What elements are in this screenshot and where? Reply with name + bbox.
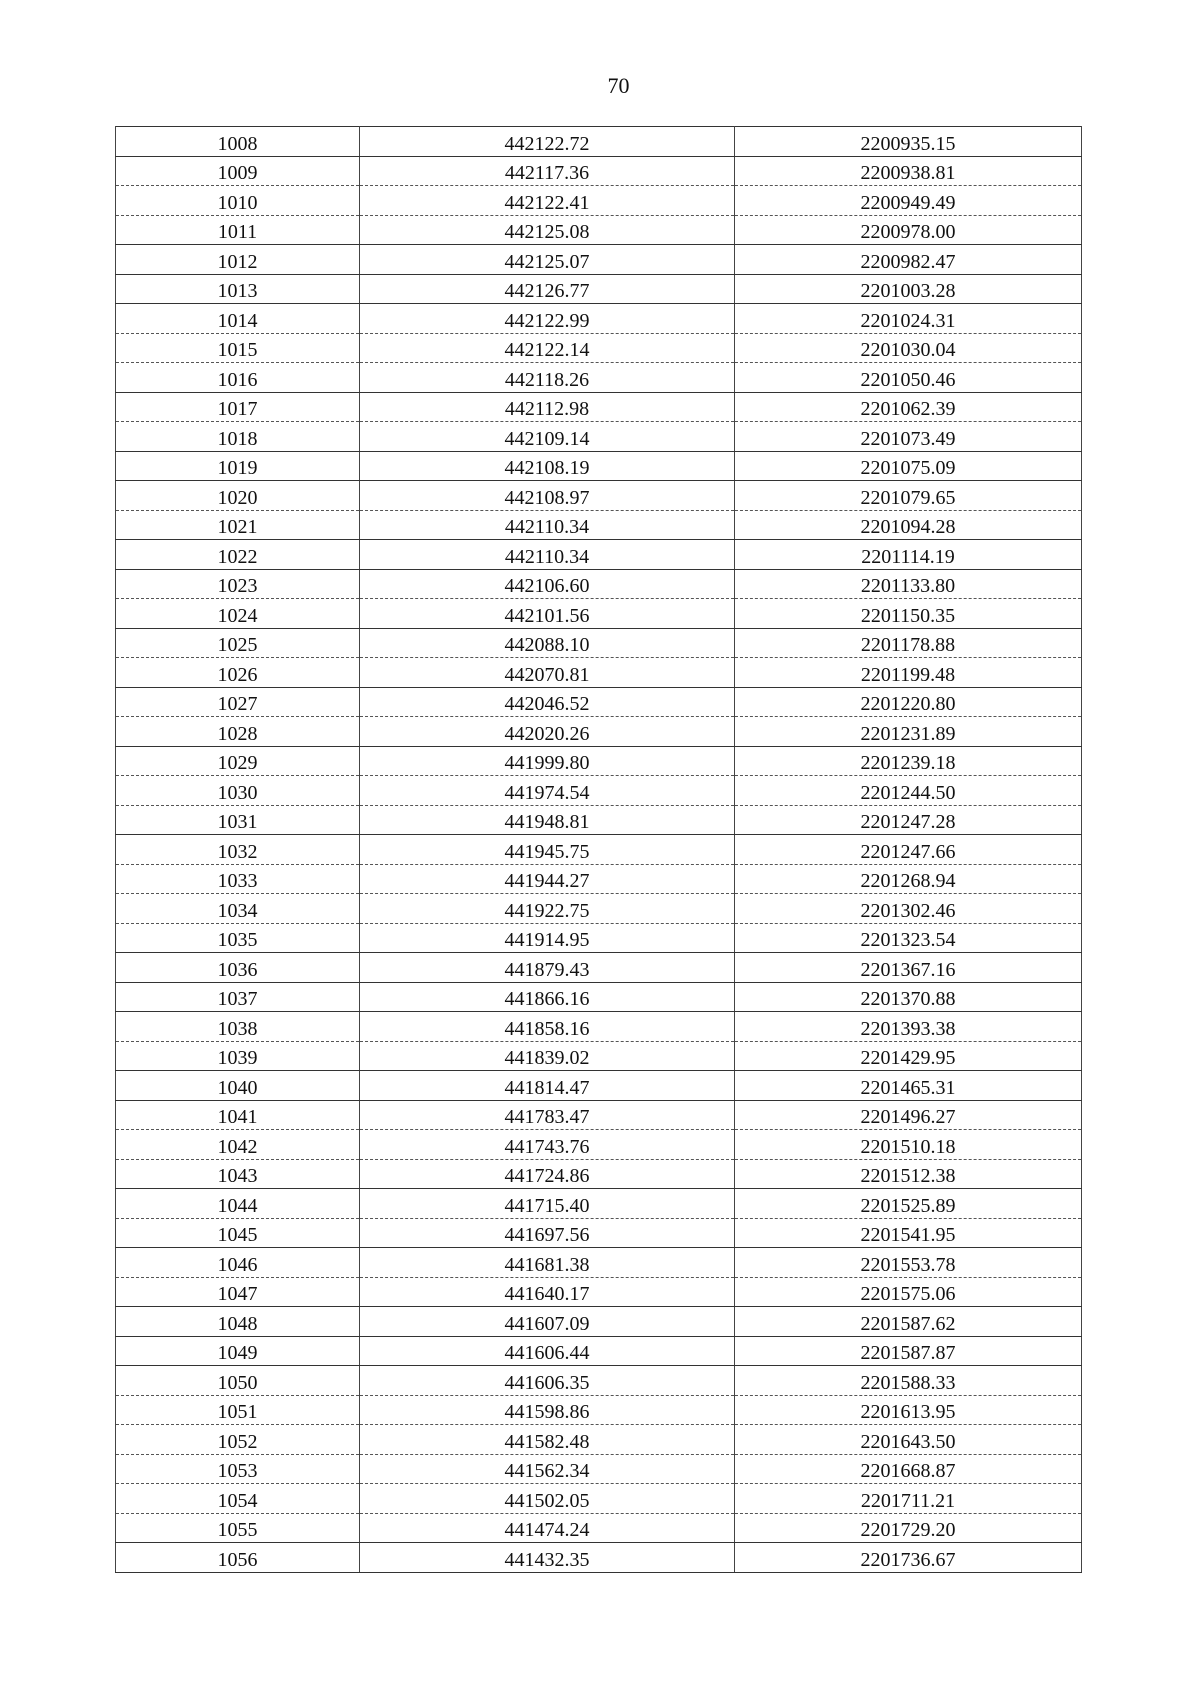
x-coordinate-cell: 442110.34 [360, 510, 735, 540]
point-number-cell: 1023 [116, 569, 360, 599]
x-coordinate-cell: 441879.43 [360, 953, 735, 983]
point-number-cell: 1015 [116, 333, 360, 363]
point-number-cell: 1022 [116, 540, 360, 570]
y-coordinate-cell: 2200949.49 [735, 186, 1082, 216]
y-coordinate-cell: 2201030.04 [735, 333, 1082, 363]
point-number-cell: 1013 [116, 274, 360, 304]
x-coordinate-cell: 442046.52 [360, 687, 735, 717]
table-row [116, 1189, 1082, 1219]
x-coordinate-cell: 441681.38 [360, 1248, 735, 1278]
y-coordinate-cell: 2201711.21 [735, 1484, 1082, 1514]
y-coordinate-cell: 2201247.66 [735, 835, 1082, 865]
table-row [116, 186, 1082, 216]
x-coordinate-cell: 442122.99 [360, 304, 735, 334]
y-coordinate-cell: 2201199.48 [735, 658, 1082, 688]
table-row [116, 1513, 1082, 1543]
table-row [116, 894, 1082, 924]
y-coordinate-cell: 2201247.28 [735, 805, 1082, 835]
x-coordinate-cell: 441582.48 [360, 1425, 735, 1455]
point-number-cell: 1031 [116, 805, 360, 835]
y-coordinate-cell: 2201231.89 [735, 717, 1082, 747]
y-coordinate-cell: 2201003.28 [735, 274, 1082, 304]
x-coordinate-cell: 442117.36 [360, 156, 735, 186]
x-coordinate-cell: 441945.75 [360, 835, 735, 865]
table-row [116, 953, 1082, 983]
point-number-cell: 1020 [116, 481, 360, 511]
point-number-cell: 1030 [116, 776, 360, 806]
point-number-cell: 1016 [116, 363, 360, 393]
table-row [116, 1130, 1082, 1160]
y-coordinate-cell: 2200935.15 [735, 127, 1082, 157]
y-coordinate-cell: 2201587.87 [735, 1336, 1082, 1366]
point-number-cell: 1026 [116, 658, 360, 688]
table-row [116, 1543, 1082, 1573]
point-number-cell: 1035 [116, 923, 360, 953]
y-coordinate-cell: 2201323.54 [735, 923, 1082, 953]
table-row [116, 304, 1082, 334]
point-number-cell: 1017 [116, 392, 360, 422]
x-coordinate-cell: 442118.26 [360, 363, 735, 393]
y-coordinate-cell: 2201075.09 [735, 451, 1082, 481]
y-coordinate-cell: 2201370.88 [735, 982, 1082, 1012]
y-coordinate-cell: 2201114.19 [735, 540, 1082, 570]
x-coordinate-cell: 441502.05 [360, 1484, 735, 1514]
table-row [116, 717, 1082, 747]
x-coordinate-cell: 441914.95 [360, 923, 735, 953]
x-coordinate-cell: 441814.47 [360, 1071, 735, 1101]
y-coordinate-cell: 2200978.00 [735, 215, 1082, 245]
point-number-cell: 1051 [116, 1395, 360, 1425]
table-row [116, 1307, 1082, 1337]
y-coordinate-cell: 2201244.50 [735, 776, 1082, 806]
table-row [116, 127, 1082, 157]
x-coordinate-cell: 441697.56 [360, 1218, 735, 1248]
point-number-cell: 1014 [116, 304, 360, 334]
y-coordinate-cell: 2201150.35 [735, 599, 1082, 629]
y-coordinate-cell: 2201541.95 [735, 1218, 1082, 1248]
x-coordinate-cell: 441598.86 [360, 1395, 735, 1425]
x-coordinate-cell: 441724.86 [360, 1159, 735, 1189]
table-row [116, 1041, 1082, 1071]
point-number-cell: 1056 [116, 1543, 360, 1573]
table-row [116, 422, 1082, 452]
point-number-cell: 1040 [116, 1071, 360, 1101]
point-number-cell: 1029 [116, 746, 360, 776]
x-coordinate-cell: 442110.34 [360, 540, 735, 570]
table-row [116, 215, 1082, 245]
table-row [116, 1159, 1082, 1189]
y-coordinate-cell: 2201062.39 [735, 392, 1082, 422]
y-coordinate-cell: 2201367.16 [735, 953, 1082, 983]
table-row [116, 481, 1082, 511]
x-coordinate-cell: 441606.35 [360, 1366, 735, 1396]
point-number-cell: 1038 [116, 1012, 360, 1042]
table-row [116, 540, 1082, 570]
x-coordinate-cell: 441948.81 [360, 805, 735, 835]
point-number-cell: 1042 [116, 1130, 360, 1160]
y-coordinate-cell: 2201268.94 [735, 864, 1082, 894]
y-coordinate-cell: 2201429.95 [735, 1041, 1082, 1071]
point-number-cell: 1054 [116, 1484, 360, 1514]
point-number-cell: 1050 [116, 1366, 360, 1396]
y-coordinate-cell: 2201496.27 [735, 1100, 1082, 1130]
point-number-cell: 1028 [116, 717, 360, 747]
y-coordinate-cell: 2201094.28 [735, 510, 1082, 540]
table-row [116, 1071, 1082, 1101]
x-coordinate-cell: 441562.34 [360, 1454, 735, 1484]
x-coordinate-cell: 442122.72 [360, 127, 735, 157]
y-coordinate-cell: 2201239.18 [735, 746, 1082, 776]
y-coordinate-cell: 2201024.31 [735, 304, 1082, 334]
y-coordinate-cell: 2201575.06 [735, 1277, 1082, 1307]
table-row [116, 746, 1082, 776]
point-number-cell: 1045 [116, 1218, 360, 1248]
point-number-cell: 1033 [116, 864, 360, 894]
table-row [116, 1425, 1082, 1455]
y-coordinate-cell: 2201587.62 [735, 1307, 1082, 1337]
point-number-cell: 1037 [116, 982, 360, 1012]
point-number-cell: 1012 [116, 245, 360, 275]
y-coordinate-cell: 2201220.80 [735, 687, 1082, 717]
table-row [116, 1248, 1082, 1278]
point-number-cell: 1025 [116, 628, 360, 658]
table-row [116, 835, 1082, 865]
y-coordinate-cell: 2201302.46 [735, 894, 1082, 924]
table-row [116, 658, 1082, 688]
y-coordinate-cell: 2200938.81 [735, 156, 1082, 186]
y-coordinate-cell: 2201073.49 [735, 422, 1082, 452]
point-number-cell: 1043 [116, 1159, 360, 1189]
x-coordinate-cell: 442122.14 [360, 333, 735, 363]
table-row [116, 628, 1082, 658]
y-coordinate-cell: 2201133.80 [735, 569, 1082, 599]
x-coordinate-cell: 441858.16 [360, 1012, 735, 1042]
point-number-cell: 1046 [116, 1248, 360, 1278]
x-coordinate-cell: 441866.16 [360, 982, 735, 1012]
y-coordinate-cell: 2201729.20 [735, 1513, 1082, 1543]
y-coordinate-cell: 2201643.50 [735, 1425, 1082, 1455]
point-number-cell: 1044 [116, 1189, 360, 1219]
x-coordinate-cell: 441607.09 [360, 1307, 735, 1337]
x-coordinate-cell: 441944.27 [360, 864, 735, 894]
point-number-cell: 1048 [116, 1307, 360, 1337]
point-number-cell: 1009 [116, 156, 360, 186]
table-row [116, 599, 1082, 629]
y-coordinate-cell: 2200982.47 [735, 245, 1082, 275]
table-row [116, 864, 1082, 894]
point-number-cell: 1018 [116, 422, 360, 452]
point-number-cell: 1052 [116, 1425, 360, 1455]
table-row [116, 1218, 1082, 1248]
y-coordinate-cell: 2201465.31 [735, 1071, 1082, 1101]
y-coordinate-cell: 2201553.78 [735, 1248, 1082, 1278]
table-row [116, 1395, 1082, 1425]
x-coordinate-cell: 442101.56 [360, 599, 735, 629]
table-row [116, 1100, 1082, 1130]
table-row [116, 1012, 1082, 1042]
point-number-cell: 1049 [116, 1336, 360, 1366]
x-coordinate-cell: 442070.81 [360, 658, 735, 688]
x-coordinate-cell: 441783.47 [360, 1100, 735, 1130]
y-coordinate-cell: 2201393.38 [735, 1012, 1082, 1042]
table-row [116, 1336, 1082, 1366]
y-coordinate-cell: 2201050.46 [735, 363, 1082, 393]
y-coordinate-cell: 2201588.33 [735, 1366, 1082, 1396]
x-coordinate-cell: 442125.08 [360, 215, 735, 245]
point-number-cell: 1008 [116, 127, 360, 157]
point-number-cell: 1010 [116, 186, 360, 216]
table-row [116, 363, 1082, 393]
table-row [116, 982, 1082, 1012]
table-row [116, 776, 1082, 806]
point-number-cell: 1047 [116, 1277, 360, 1307]
table-row [116, 805, 1082, 835]
table-row [116, 569, 1082, 599]
table-row [116, 245, 1082, 275]
y-coordinate-cell: 2201525.89 [735, 1189, 1082, 1219]
x-coordinate-cell: 442122.41 [360, 186, 735, 216]
x-coordinate-cell: 441839.02 [360, 1041, 735, 1071]
table-row [116, 923, 1082, 953]
coordinate-table [115, 126, 1082, 1573]
point-number-cell: 1032 [116, 835, 360, 865]
x-coordinate-cell: 442108.97 [360, 481, 735, 511]
x-coordinate-cell: 441974.54 [360, 776, 735, 806]
x-coordinate-cell: 442108.19 [360, 451, 735, 481]
table-row [116, 1454, 1082, 1484]
table-row [116, 1484, 1082, 1514]
point-number-cell: 1039 [116, 1041, 360, 1071]
x-coordinate-cell: 442106.60 [360, 569, 735, 599]
x-coordinate-cell: 441743.76 [360, 1130, 735, 1160]
x-coordinate-cell: 441715.40 [360, 1189, 735, 1219]
y-coordinate-cell: 2201178.88 [735, 628, 1082, 658]
y-coordinate-cell: 2201613.95 [735, 1395, 1082, 1425]
y-coordinate-cell: 2201512.38 [735, 1159, 1082, 1189]
point-number-cell: 1034 [116, 894, 360, 924]
y-coordinate-cell: 2201736.67 [735, 1543, 1082, 1573]
x-coordinate-cell: 442109.14 [360, 422, 735, 452]
table-row [116, 274, 1082, 304]
x-coordinate-cell: 442112.98 [360, 392, 735, 422]
point-number-cell: 1019 [116, 451, 360, 481]
coordinate-table-body [116, 127, 1082, 1573]
table-row [116, 451, 1082, 481]
x-coordinate-cell: 442125.07 [360, 245, 735, 275]
point-number-cell: 1053 [116, 1454, 360, 1484]
table-row [116, 1277, 1082, 1307]
x-coordinate-cell: 441432.35 [360, 1543, 735, 1573]
x-coordinate-cell: 441606.44 [360, 1336, 735, 1366]
page-number: 70 [607, 73, 630, 98]
x-coordinate-cell: 441999.80 [360, 746, 735, 776]
y-coordinate-cell: 2201668.87 [735, 1454, 1082, 1484]
point-number-cell: 1011 [116, 215, 360, 245]
table-row [116, 333, 1082, 363]
x-coordinate-cell: 442088.10 [360, 628, 735, 658]
x-coordinate-cell: 441922.75 [360, 894, 735, 924]
x-coordinate-cell: 442020.26 [360, 717, 735, 747]
point-number-cell: 1041 [116, 1100, 360, 1130]
table-row [116, 510, 1082, 540]
y-coordinate-cell: 2201510.18 [735, 1130, 1082, 1160]
x-coordinate-cell: 441474.24 [360, 1513, 735, 1543]
table-row [116, 156, 1082, 186]
table-row [116, 1366, 1082, 1396]
table-row [116, 392, 1082, 422]
table-row [116, 687, 1082, 717]
point-number-cell: 1024 [116, 599, 360, 629]
point-number-cell: 1036 [116, 953, 360, 983]
point-number-cell: 1021 [116, 510, 360, 540]
point-number-cell: 1055 [116, 1513, 360, 1543]
x-coordinate-cell: 441640.17 [360, 1277, 735, 1307]
point-number-cell: 1027 [116, 687, 360, 717]
x-coordinate-cell: 442126.77 [360, 274, 735, 304]
y-coordinate-cell: 2201079.65 [735, 481, 1082, 511]
